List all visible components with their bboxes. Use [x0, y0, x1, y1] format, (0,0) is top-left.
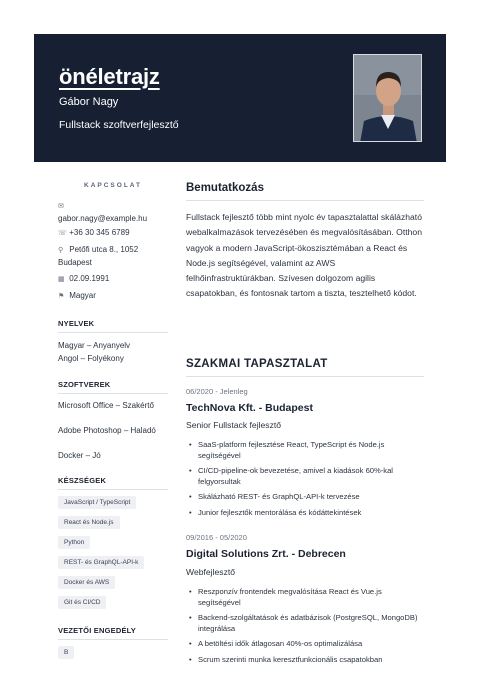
intro-divider	[186, 200, 424, 201]
flag-icon: ⚑	[58, 293, 65, 300]
software-item: Microsoft Office – Szakértő	[58, 401, 154, 410]
skill-chip: REST- és GraphQL-API-k	[58, 556, 144, 569]
skill-chip: Docker és AWS	[58, 576, 115, 589]
mail-icon: ✉	[58, 203, 64, 210]
contact-birthdate: 02.09.1991	[69, 274, 110, 283]
page-title: önéletrajz	[59, 64, 160, 89]
license-chip: B	[58, 646, 74, 659]
job-bullet: • Junior fejlesztők mentorálása és kódáttekintések	[186, 507, 424, 518]
job-bullet: • Scrum szerinti munka keresztfunkcionális csapatokban	[186, 654, 424, 665]
contact-email-row	[58, 200, 168, 224]
job-bullet: • CI/CD-pipeline-ok bevezetése, amivel a kiadások 60%-kal felgyorsultak	[186, 465, 424, 487]
location-pin-icon: ⚲	[58, 247, 64, 254]
job-date: 09/2016 - 05/2020	[186, 533, 247, 542]
license-heading: VEZETŐI ENGEDÉLY	[58, 626, 168, 640]
experience-divider	[186, 376, 424, 377]
contact-email[interactable]: gabor.nagy@example.hu	[58, 213, 148, 223]
person-name: Gábor Nagy	[59, 96, 119, 108]
software-heading: SZOFTVEREK	[58, 380, 168, 394]
skill-chip: React és Node.js	[58, 516, 120, 529]
skills-heading: KÉSZSÉGEK	[58, 476, 168, 490]
job-date: 06/2020 - Jelenleg	[186, 387, 248, 396]
job-bullet: • Reszponzív frontendek megvalósítása React és Vue.js segítségével	[186, 586, 424, 608]
contact-phone-row	[58, 227, 168, 240]
job-company: TechNova Kft. - Budapest	[186, 402, 313, 414]
profile-photo	[353, 54, 422, 142]
contact-birthdate-row	[58, 273, 168, 286]
phone-icon: ☏	[58, 230, 67, 237]
language-item: Magyar – Anyanyelv	[58, 341, 131, 350]
resume-page	[34, 34, 446, 694]
intro-text: Fullstack fejlesztő több mint nyolc év tapasztalattal skálázható webalkalmazások tervezésében és megvalósításában. Otthon vagyok a modern JavaScript-ökoszisztémában a React és Node.js segítségével, valamint az AWS felhőinfrastruktúrákban. Szívesen dolgozom agilis csapatokban, és fontosnak tartom a tiszta, tesztelhető kódot.	[186, 212, 422, 299]
profile-photo-illustration	[354, 55, 422, 142]
job-title: Senior Fullstack fejlesztő	[186, 420, 282, 430]
calendar-icon: ▦	[58, 276, 65, 283]
software-item: Docker – Jó	[58, 451, 101, 460]
skill-chip: Git és CI/CD	[58, 596, 106, 609]
contact-address-row	[58, 244, 168, 268]
job-bullet: • Skálázható REST- és GraphQL-API-k tervezése	[186, 491, 424, 502]
contact-nationality: Magyar	[69, 291, 96, 300]
job-bullet: • Backend-szolgáltatások és adatbázisok (PostgreSQL, MongoDB) integrálása	[186, 612, 424, 634]
experience-heading: SZAKMAI TAPASZTALAT	[186, 358, 328, 370]
job-bullet: • A betöltési idők átlagosan 40%-os optimalizálása	[186, 638, 424, 649]
person-role: Fullstack szoftverfejlesztő	[59, 119, 179, 131]
language-item: Angol – Folyékony	[58, 354, 124, 363]
languages-heading: NYELVEK	[58, 319, 168, 333]
intro-heading: Bemutatkozás	[186, 182, 264, 194]
software-item: Adobe Photoshop – Haladó	[58, 426, 156, 435]
contact-phone[interactable]: +36 30 345 6789	[69, 228, 130, 237]
contact-address: Petőfi utca 8., 1052 Budapest	[58, 245, 139, 267]
skill-chip: Python	[58, 536, 90, 549]
skill-chip: JavaScript / TypeScript	[58, 496, 136, 509]
contact-heading: KAPCSOLAT	[84, 182, 142, 189]
job-title: Webfejlesztő	[186, 567, 236, 577]
job-company: Digital Solutions Zrt. - Debrecen	[186, 548, 346, 560]
job-bullet: • SaaS-platform fejlesztése React, TypeScript és Node.js segítségével	[186, 439, 424, 461]
contact-nationality-row	[58, 290, 168, 303]
header	[34, 34, 446, 162]
